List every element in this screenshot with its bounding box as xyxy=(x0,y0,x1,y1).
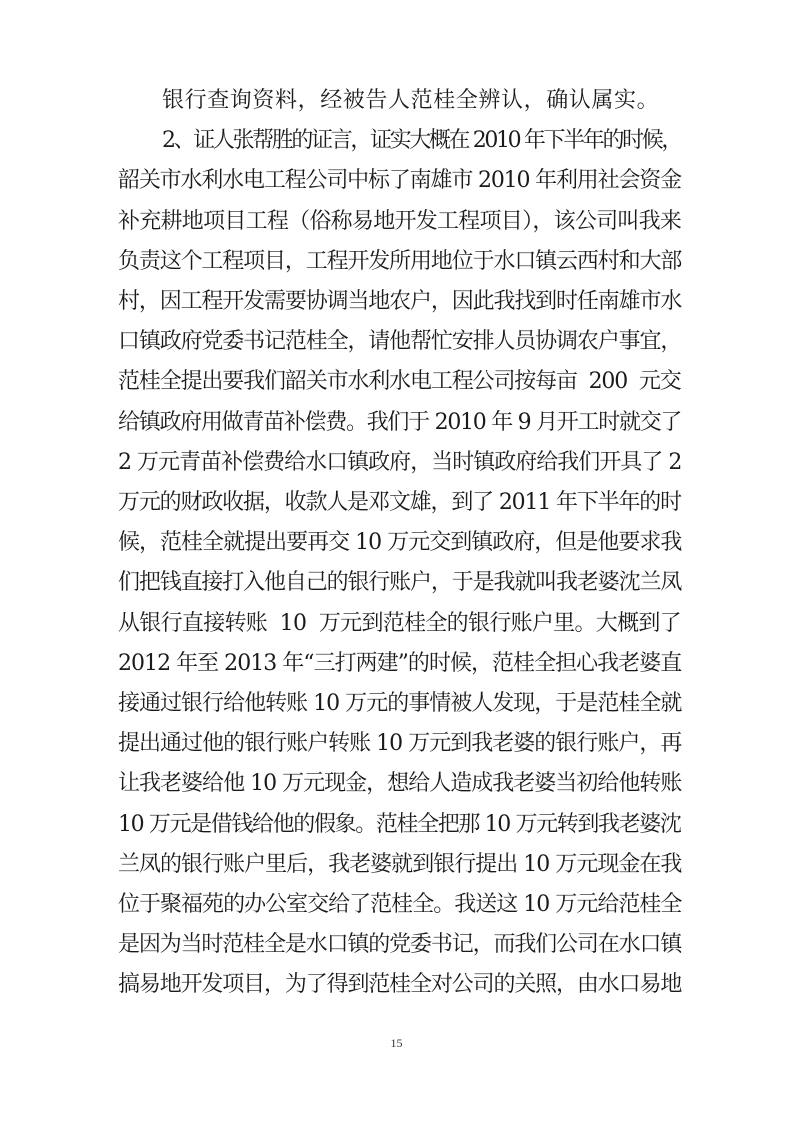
text-line: 2 万元青苗补偿费给水口镇政府，当时镇政府给我们开具了 2 xyxy=(118,449,682,475)
text-line: 们把钱直接打入他自己的银行账户，于是我就叫我老婆沈兰凤 xyxy=(118,570,682,596)
text-line: 给镇政府用做青苗补偿费。我们于 2010 年 9 月开工时就交了 xyxy=(118,409,682,435)
text-line: 10 万元是借钱给他的假象。范桂全把那 10 万元转到我老婆沈 xyxy=(118,811,681,837)
text-line: 接通过银行给他转账 10 万元的事情被人发现，于是范桂全就 xyxy=(118,691,682,716)
text-line: 搞易地开发项目，为了得到范桂全对公司的关照，由水口易地 xyxy=(118,972,682,998)
text-line: 从银行直接转账 10 万元到范桂全的银行账户里。大概到了 xyxy=(118,610,681,636)
page-number: 15 xyxy=(390,1036,403,1050)
text-line: 银行查询资料，经被告人范桂全辨认，确认属实。 xyxy=(162,88,660,113)
text-line: 范桂全提出要我们韶关市水利水电工程公司按每亩 200 元交 xyxy=(118,369,681,395)
text-line: 负责这个工程项目，工程开发所用地位于水口镇云西村和大部 xyxy=(118,248,682,274)
text-line: 2012 年至 2013 年“三打两建”的时候，范桂全担心我老婆直 xyxy=(118,650,682,676)
text-line: 位于聚福苑的办公室交给了范桂全。我送这 10 万元给范桂全 xyxy=(118,892,682,917)
text-line: 让我老婆给他 10 万元现金，想给人造成我老婆当初给他转账 xyxy=(118,771,682,797)
text-line: 补充耕地项目工程（俗称易地开发工程项目），该公司叫我来 xyxy=(118,208,682,234)
text-line: 万元的财政收据，收款人是邓文雄，到了 2011 年下半年的时 xyxy=(118,490,681,515)
text-line: 兰凤的银行账户里后，我老婆就到银行提出 10 万元现金在我 xyxy=(118,851,682,877)
text-line: 候，范桂全就提出要再交 10 万元交到镇政府，但是他要求我 xyxy=(118,530,682,556)
text-line: 口镇政府党委书记范桂全，请他帮忙安排人员协调农户事宜， xyxy=(118,329,682,355)
text-line: 村，因工程开发需要协调当地农户，因此我找到时任南雄市水 xyxy=(118,289,682,314)
text-line: 是因为当时范桂全是水口镇的党委书记，而我们公司在水口镇 xyxy=(118,932,682,958)
text-line: 韶关市水利水电工程公司中标了南雄市 2010 年利用社会资金 xyxy=(118,168,681,194)
text-line: 提出通过他的银行账户转账 10 万元到我老婆的银行账户，再 xyxy=(118,731,682,757)
text-line: 2、证人张帮胜的证言，证实大概在 2010 年下半年的时候， xyxy=(162,128,681,154)
